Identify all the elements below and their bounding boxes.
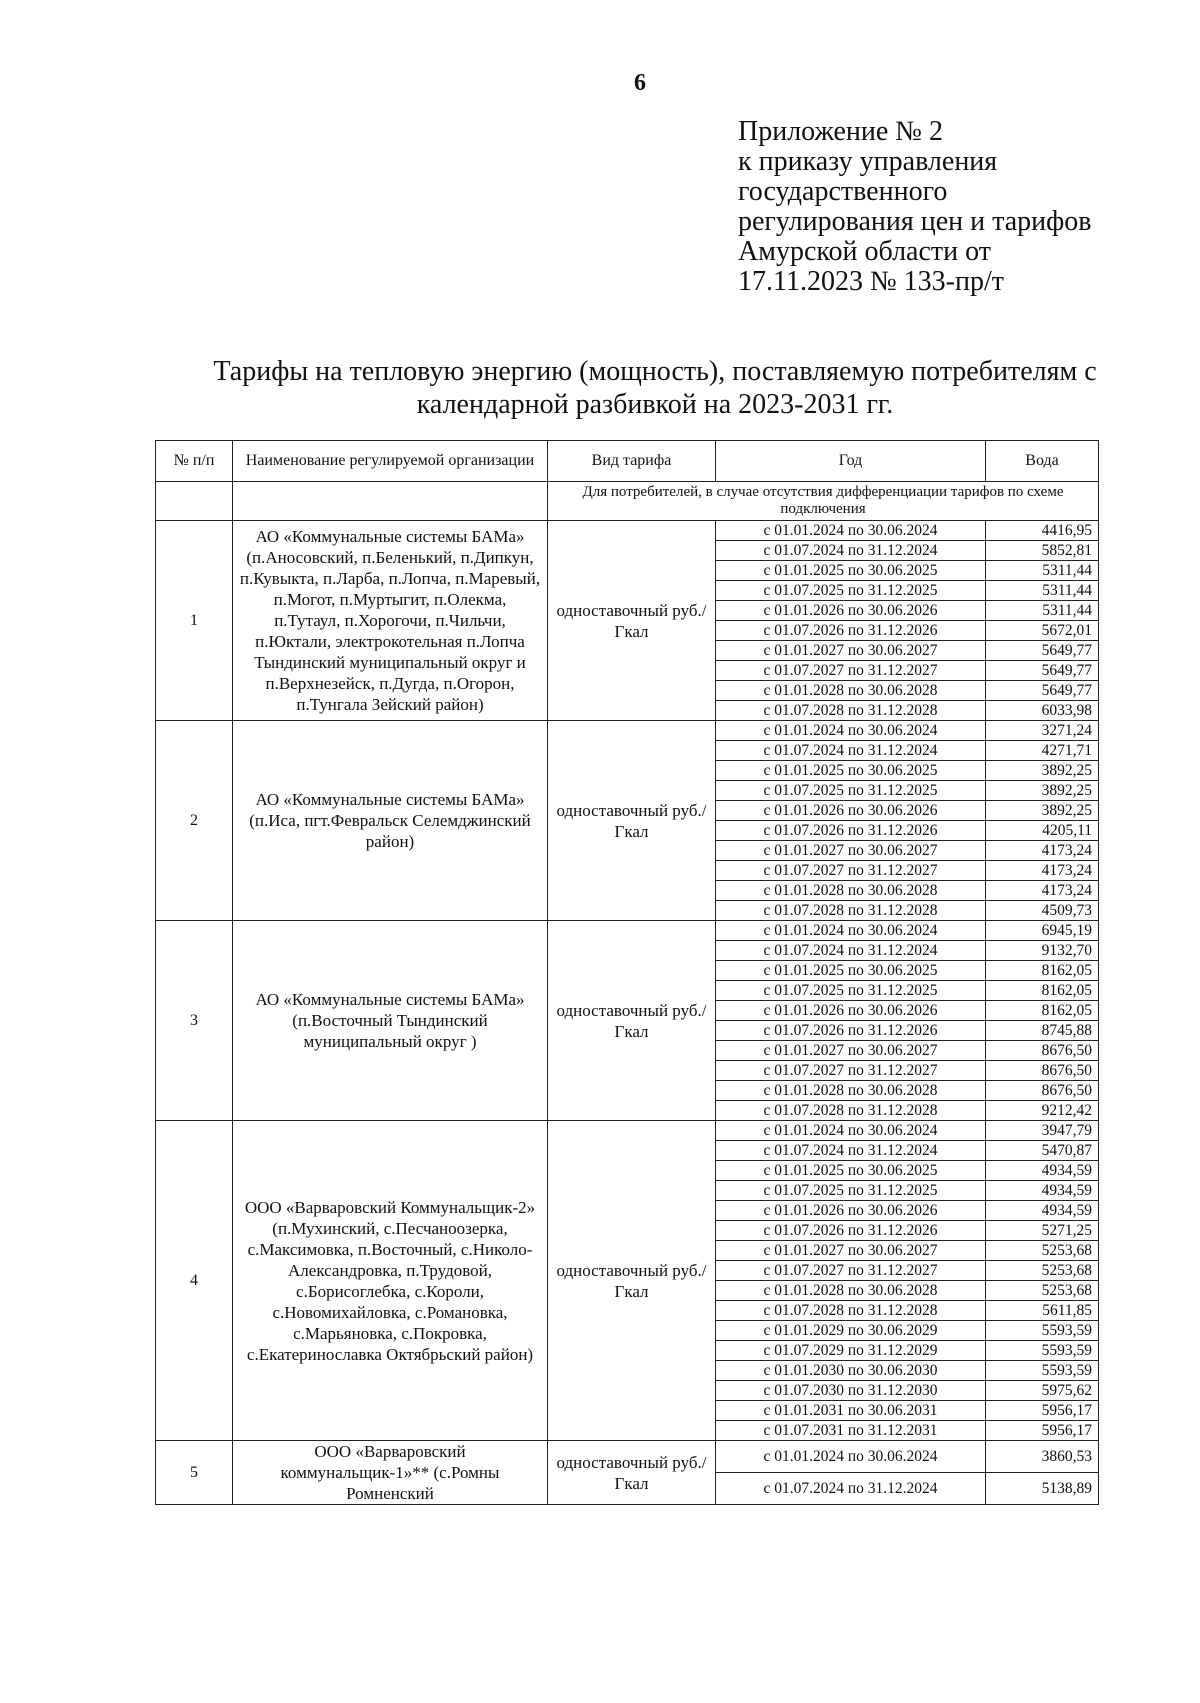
water-tariff-value: 4173,24 [986,841,1099,861]
header-num: № п/п [156,441,233,482]
period-cell: с 01.07.2027 по 31.12.2027 [716,1261,986,1281]
period-cell: с 01.07.2025 по 31.12.2025 [716,1181,986,1201]
water-tariff-value: 5611,85 [986,1301,1099,1321]
water-tariff-value: 9132,70 [986,941,1099,961]
period-cell: с 01.07.2029 по 31.12.2029 [716,1341,986,1361]
period-cell: с 01.01.2027 по 30.06.2027 [716,841,986,861]
water-tariff-value: 5311,44 [986,601,1099,621]
organization-name: АО «Коммунальные системы БАМа» (п.Восточный Тындинский муниципальный округ ) [233,921,548,1121]
water-tariff-value: 5852,81 [986,541,1099,561]
period-cell: с 01.07.2027 по 31.12.2027 [716,661,986,681]
row-number: 1 [156,521,233,721]
period-cell: с 01.07.2024 по 31.12.2024 [716,1141,986,1161]
period-cell: с 01.07.2024 по 31.12.2024 [716,741,986,761]
water-tariff-value: 5138,89 [986,1473,1099,1505]
title-line: Тарифы на тепловую энергию (мощность), поставляемую потребителям с [213,356,1097,387]
water-tariff-value: 3860,53 [986,1441,1099,1473]
header-period: Год [716,441,986,482]
table-row [156,921,1099,941]
period-cell: с 01.01.2024 по 30.06.2024 [716,721,986,741]
tariff-type: одноставочный руб./Гкал [548,721,716,921]
subheader-empty-cell [233,482,548,521]
period-cell: с 01.01.2024 по 30.06.2024 [716,1121,986,1141]
appendix-block [738,117,1178,297]
table-row [156,721,1099,741]
period-cell: с 01.07.2027 по 31.12.2027 [716,1061,986,1081]
organization-name: АО «Коммунальные системы БАМа» (п.Иса, пгт.Февральск Селемджинский район) [233,721,548,921]
period-cell: с 01.01.2028 по 30.06.2028 [716,681,986,701]
tariff-type: одноставочный руб./Гкал [548,1441,716,1505]
period-cell: с 01.01.2027 по 30.06.2027 [716,641,986,661]
water-tariff-value: 4205,11 [986,821,1099,841]
water-tariff-value: 4509,73 [986,901,1099,921]
water-tariff-value: 5649,77 [986,641,1099,661]
period-cell: с 01.01.2025 по 30.06.2025 [716,961,986,981]
water-tariff-value: 4173,24 [986,861,1099,881]
period-cell: с 01.01.2025 по 30.06.2025 [716,761,986,781]
water-tariff-value: 5975,62 [986,1381,1099,1401]
period-cell: с 01.01.2026 по 30.06.2026 [716,601,986,621]
period-cell: с 01.01.2024 по 30.06.2024 [716,521,986,541]
table-row [156,1441,1099,1473]
water-tariff-value: 3892,25 [986,761,1099,781]
water-tariff-value: 5311,44 [986,561,1099,581]
row-number: 4 [156,1121,233,1441]
water-tariff-value: 5593,59 [986,1341,1099,1361]
water-tariff-value: 8162,05 [986,961,1099,981]
header-org: Наименование регулируемой организации [233,441,548,482]
period-cell: с 01.01.2027 по 30.06.2027 [716,1241,986,1261]
period-cell: с 01.01.2026 по 30.06.2026 [716,1001,986,1021]
water-tariff-value: 5253,68 [986,1261,1099,1281]
water-tariff-value: 6945,19 [986,921,1099,941]
water-tariff-value: 5253,68 [986,1281,1099,1301]
period-cell: с 01.01.2028 по 30.06.2028 [716,1281,986,1301]
organization-name: АО «Коммунальные системы БАМа» (п.Аносовский, п.Беленький, п.Дипкун, п.Кувыкта, п.Ларба, п.Лопча, п.Маревый, п.Могот, п.Муртыгит, п.Олекма, п.Тутаул, п.Хорогочи, п.Чильчи, п.Юктали, электрокотельная п.Лопча Тындинский муниципальный округ и п.Верхнезейск, п.Дугда, п.Огорон, п.Тунгала Зейский район) [233,521,548,721]
water-tariff-value: 3271,24 [986,721,1099,741]
water-tariff-value: 8162,05 [986,1001,1099,1021]
water-tariff-value: 8676,50 [986,1041,1099,1061]
water-tariff-value: 5271,25 [986,1221,1099,1241]
appendix-line: Амурской области от [738,236,991,267]
water-tariff-value: 5593,59 [986,1321,1099,1341]
document-title [190,355,1120,421]
water-tariff-value: 5649,77 [986,681,1099,701]
tariff-type: одноставочный руб./Гкал [548,521,716,721]
period-cell: с 01.01.2026 по 30.06.2026 [716,1201,986,1221]
period-cell: с 01.07.2025 по 31.12.2025 [716,781,986,801]
period-cell: с 01.01.2028 по 30.06.2028 [716,1081,986,1101]
period-cell: с 01.07.2026 по 31.12.2026 [716,1021,986,1041]
table-header-row [156,441,1099,482]
tariff-table-body [156,521,1099,1505]
period-cell: с 01.07.2024 по 31.12.2024 [716,1473,986,1505]
period-cell: с 01.01.2029 по 30.06.2029 [716,1321,986,1341]
water-tariff-value: 4934,59 [986,1161,1099,1181]
water-tariff-value: 8745,88 [986,1021,1099,1041]
period-cell: с 01.07.2024 по 31.12.2024 [716,541,986,561]
water-tariff-value: 9212,42 [986,1101,1099,1121]
water-tariff-value: 5470,87 [986,1141,1099,1161]
appendix-line: государственного [738,176,948,207]
appendix-line: к приказу управления [738,146,998,177]
subheader-empty-cell [156,482,233,521]
row-number: 2 [156,721,233,921]
water-tariff-value: 8162,05 [986,981,1099,1001]
period-cell: с 01.01.2024 по 30.06.2024 [716,1441,986,1473]
table-row [156,1121,1099,1141]
period-cell: с 01.07.2028 по 31.12.2028 [716,701,986,721]
appendix-line: Приложение № 2 [738,116,943,147]
water-tariff-value: 5311,44 [986,581,1099,601]
period-cell: с 01.07.2024 по 31.12.2024 [716,941,986,961]
water-tariff-value: 4934,59 [986,1201,1099,1221]
water-tariff-value: 5956,17 [986,1421,1099,1441]
water-tariff-value: 3892,25 [986,781,1099,801]
period-cell: с 01.07.2028 по 31.12.2028 [716,901,986,921]
header-type: Вид тарифа [548,441,716,482]
water-tariff-value: 4934,59 [986,1181,1099,1201]
water-tariff-value: 4416,95 [986,521,1099,541]
period-cell: с 01.07.2026 по 31.12.2026 [716,1221,986,1241]
period-cell: с 01.01.2026 по 30.06.2026 [716,801,986,821]
period-cell: с 01.07.2030 по 31.12.2030 [716,1381,986,1401]
row-number: 5 [156,1441,233,1505]
water-tariff-value: 5649,77 [986,661,1099,681]
period-cell: с 01.01.2025 по 30.06.2025 [716,1161,986,1181]
period-cell: с 01.01.2025 по 30.06.2025 [716,561,986,581]
period-cell: с 01.07.2028 по 31.12.2028 [716,1101,986,1121]
table-subheader-row [156,482,1099,521]
organization-name: ООО «Варваровский коммунальщик-1»** (с.Ромны Ромненский [233,1441,548,1505]
tariff-table [155,440,1099,1505]
row-number: 3 [156,921,233,1121]
period-cell: с 01.07.2025 по 31.12.2025 [716,581,986,601]
header-value: Вода [986,441,1099,482]
period-cell: с 01.07.2027 по 31.12.2027 [716,861,986,881]
title-line: календарной разбивкой на 2023-2031 гг. [416,389,894,420]
water-tariff-value: 3892,25 [986,801,1099,821]
water-tariff-value: 5672,01 [986,621,1099,641]
period-cell: с 01.07.2025 по 31.12.2025 [716,981,986,1001]
water-tariff-value: 5593,59 [986,1361,1099,1381]
water-tariff-value: 8676,50 [986,1061,1099,1081]
water-tariff-value: 4271,71 [986,741,1099,761]
water-tariff-value: 6033,98 [986,701,1099,721]
water-tariff-value: 5956,17 [986,1401,1099,1421]
water-tariff-value: 5253,68 [986,1241,1099,1261]
period-cell: с 01.07.2028 по 31.12.2028 [716,1301,986,1321]
period-cell: с 01.01.2024 по 30.06.2024 [716,921,986,941]
water-tariff-value: 8676,50 [986,1081,1099,1101]
water-tariff-value: 3947,79 [986,1121,1099,1141]
tariff-type: одноставочный руб./Гкал [548,1121,716,1441]
period-cell: с 01.07.2031 по 31.12.2031 [716,1421,986,1441]
table-row [156,521,1099,541]
tariff-type: одноставочный руб./Гкал [548,921,716,1121]
water-tariff-value: 4173,24 [986,881,1099,901]
period-cell: с 01.07.2026 по 31.12.2026 [716,821,986,841]
period-cell: с 01.01.2030 по 30.06.2030 [716,1361,986,1381]
period-cell: с 01.01.2031 по 30.06.2031 [716,1401,986,1421]
period-cell: с 01.01.2027 по 30.06.2027 [716,1041,986,1061]
organization-name: ООО «Варваровский Коммунальщик-2» (п.Мухинский, с.Песчаноозерка, с.Максимовка, п.Восточный, с.Николо-Александровка, п.Трудовой, с.Борисоглебка, с.Короли, с.Новомихайловка, с.Романовка, с.Марьяновка, с.Покровка, с.Екатеринославка Октябрьский район) [233,1121,548,1441]
period-cell: с 01.01.2028 по 30.06.2028 [716,881,986,901]
period-cell: с 01.07.2026 по 31.12.2026 [716,621,986,641]
subheader-note: Для потребителей, в случае отсутствия дифференциации тарифов по схеме подключения [548,482,1099,521]
appendix-line: 17.11.2023 № 133-пр/т [738,266,1004,297]
page-number: 6 [634,70,646,96]
appendix-line: регулирования цен и тарифов [738,206,1092,237]
